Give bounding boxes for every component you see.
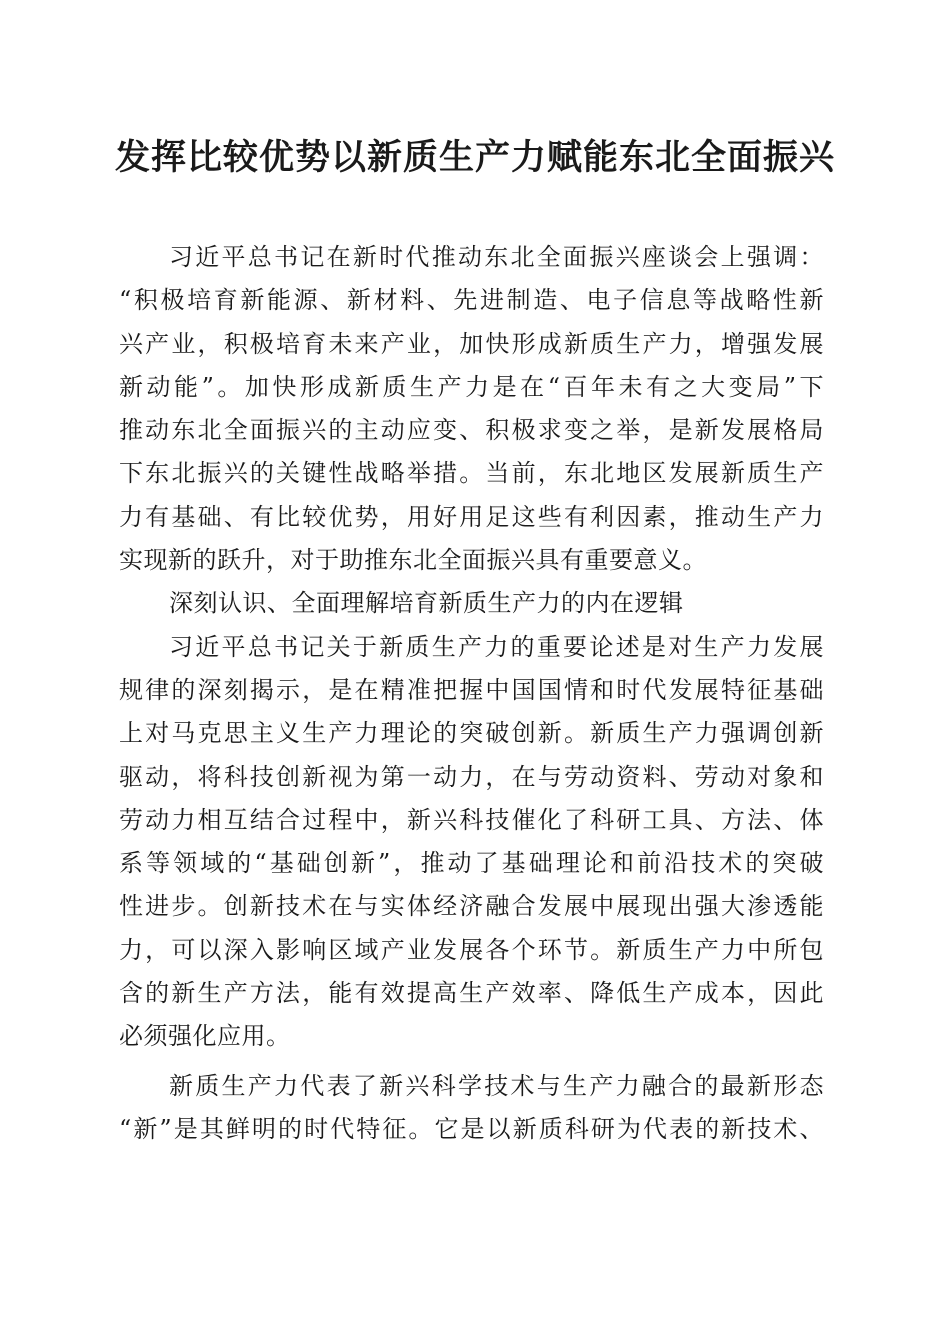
paragraph-line: 系等领域的“基础创新”，推动了基础理论和前沿技术的突破 [119,849,824,878]
paragraph-line: “积极培育新能源、新材料、先进制造、电子信息等战略性新 [119,286,824,315]
paragraph-line: 力，可以深入影响区域产业发展各个环节。新质生产力中所包 [119,935,824,964]
paragraph-line: 必须强化应用。 [119,1022,291,1051]
paragraph-line: “新”是其鲜明的时代特征。它是以新质科研为代表的新技术、 [119,1114,824,1143]
paragraph-line: 力有基础、有比较优势，用好用足这些有利因素，推动生产力 [119,502,824,531]
paragraph-line: 习近平总书记关于新质生产力的重要论述是对生产力发展 [169,632,824,661]
paragraph-line: 规律的深刻揭示，是在精准把握中国国情和时代发展特征基础 [119,675,824,704]
paragraph-line: 实现新的跃升，对于助推东北全面振兴具有重要意义。 [119,546,707,575]
document-body [119,236,824,1151]
paragraph-line: 劳动力相互结合过程中，新兴科技催化了科研工具、方法、体 [119,805,824,834]
paragraph-line: 新动能”。加快形成新质生产力是在“百年未有之大变局”下 [119,372,824,401]
paragraph-line: 新质生产力代表了新兴科学技术与生产力融合的最新形态 [169,1071,824,1100]
document-title: 发挥比较优势以新质生产力赋能东北全面振兴 [114,137,835,178]
paragraph-line: 兴产业，积极培育未来产业，加快形成新质生产力，增强发展 [119,329,824,358]
paragraph-line: 习近平总书记在新时代推动东北全面振兴座谈会上强调： [169,243,824,271]
paragraph-line: 下东北振兴的关键性战略举措。当前，东北地区发展新质生产 [119,459,824,488]
paragraph-line: 上对马克思主义生产力理论的突破创新。新质生产力强调创新 [119,719,824,748]
paragraph-line: 推动东北全面振兴的主动应变、积极求变之举，是新发展格局 [119,416,824,445]
section-heading: 深刻认识、全面理解培育新质生产力的内在逻辑 [169,589,684,618]
paragraph-line: 驱动，将科技创新视为第一动力，在与劳动资料、劳动对象和 [119,762,824,791]
paragraph-line: 性进步。创新技术在与实体经济融合发展中展现出强大渗透能 [119,892,824,921]
paragraph-line: 含的新生产方法，能有效提高生产效率、降低生产成本，因此 [119,979,824,1008]
